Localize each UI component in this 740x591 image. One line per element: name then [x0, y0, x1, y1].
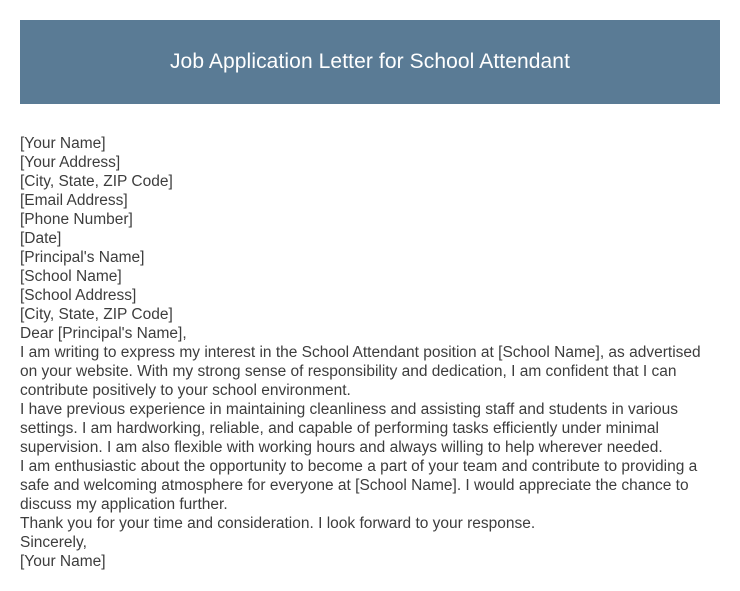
title-banner [20, 20, 720, 104]
school-address: [School Address] [20, 287, 137, 304]
sender-city: [City, State, ZIP Code] [20, 173, 173, 190]
closing: Sincerely, [20, 534, 87, 551]
salutation: Dear [Principal's Name], [20, 325, 187, 342]
recipient-name: [Principal's Name] [20, 249, 145, 266]
paragraph-intro: I am writing to express my interest in the School Attendant position at [School Name], as advertised on your website. With my strong sense of responsibility and dedication, I am confident that I can contribute positively to your school environment. [20, 344, 701, 399]
paragraph-thanks: Thank you for your time and consideration. I look forward to your response. [20, 515, 536, 532]
letter-date: [Date] [20, 230, 62, 247]
sender-name: [Your Name] [20, 135, 106, 152]
sender-address: [Your Address] [20, 154, 121, 171]
school-city: [City, State, ZIP Code] [20, 306, 173, 323]
paragraph-enthusiasm: I am enthusiastic about the opportunity to become a part of your team and contribute to providing a safe and welcoming atmosphere for everyone at [School Name]. I would appreciate the chance to discuss my application further. [20, 458, 698, 513]
paragraph-experience: I have previous experience in maintaining cleanliness and assisting staff and students in various settings. I am hardworking, reliable, and capable of performing tasks efficiently under minimal supervision. I am also flexible with working hours and always willing to help wherever needed. [20, 401, 678, 456]
signature: [Your Name] [20, 553, 106, 570]
letter-body [20, 134, 720, 571]
sender-phone: [Phone Number] [20, 211, 133, 228]
sender-email: [Email Address] [20, 192, 128, 209]
page-title: Job Application Letter for School Attendant [169, 50, 571, 73]
school-name: [School Name] [20, 268, 122, 285]
